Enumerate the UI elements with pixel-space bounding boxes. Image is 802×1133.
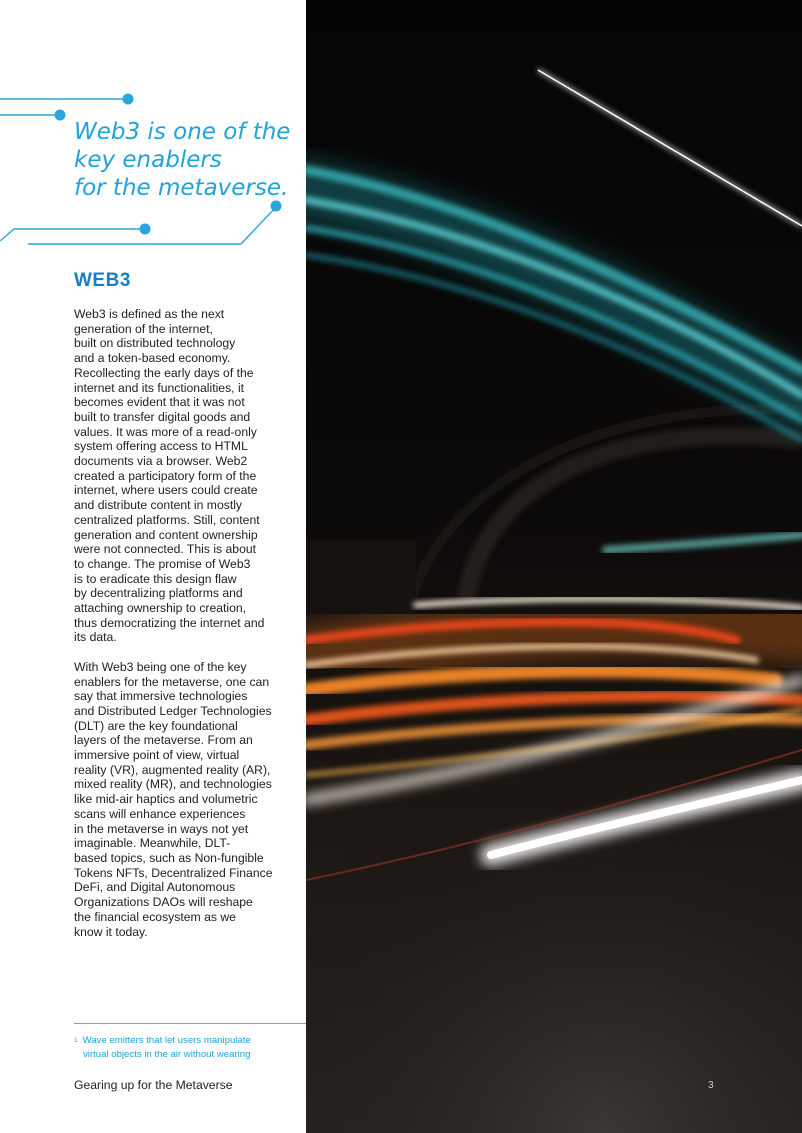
pull-quote-line: for the metaverse. — [74, 175, 289, 201]
text-line: generation and content ownership — [74, 527, 258, 542]
text-line: built to transfer digital goods and — [74, 409, 251, 424]
text-line: (DLT) are the key foundational — [74, 718, 238, 733]
circuit-line-angled — [28, 207, 276, 244]
pull-quote — [74, 118, 299, 202]
text-line: to change. The promise of Web3 — [74, 556, 251, 571]
text-line: With Web3 being one of the key — [74, 659, 247, 674]
text-line: values. It was more of a read-only — [74, 424, 257, 439]
text-line: say that immersive technologies — [74, 689, 248, 704]
text-line: created a participatory form of the — [74, 468, 257, 483]
text-line: attaching ownership to creation, — [74, 601, 247, 616]
paragraph-1 — [74, 307, 289, 645]
text-line: and Distributed Ledger Technologies — [74, 703, 272, 718]
text-line: mixed reality (MR), and technologies — [74, 777, 272, 792]
text-line: enablers for the metaverse, one can — [74, 674, 270, 689]
pull-quote-line: Web3 is one of the — [74, 119, 291, 145]
text-line: internet and its functionalities, it — [74, 380, 245, 395]
text-line: layers of the metaverse. From an — [74, 733, 253, 748]
text-line: centralized platforms. Still, content — [74, 512, 260, 527]
circuit-node-angled — [271, 201, 282, 212]
text-line: Tokens NFTs, Decentralized Finance — [74, 865, 273, 880]
text-line: becomes evident that it was not — [74, 395, 245, 410]
text-line: Recollecting the early days of the — [74, 365, 254, 380]
text-line: like mid-air haptics and volumetric — [74, 792, 258, 807]
text-line: in the metaverse in ways not yet — [74, 821, 249, 836]
text-column — [0, 0, 306, 1133]
section-heading: WEB3 — [74, 270, 131, 291]
text-line: and a token-based economy. — [74, 351, 231, 366]
text-line: immersive point of view, virtual — [74, 748, 240, 763]
text-line: and distribute content in mostly — [74, 498, 243, 513]
text-line: generation of the internet, — [74, 321, 213, 336]
circuit-line-bottom — [0, 229, 145, 241]
footer-title: Gearing up for the Metaverse — [74, 1078, 233, 1092]
text-line: system offering access to HTML — [74, 439, 248, 454]
circuit-node-bottom — [140, 224, 151, 235]
circuit-node-top — [123, 94, 134, 105]
footnote-text: Wave emitters that let users manipulate — [82, 1035, 251, 1046]
light-trails-photo — [306, 0, 802, 1133]
text-line: scans will enhance experiences — [74, 806, 246, 821]
text-line: internet, where users could create — [74, 483, 258, 498]
circuit-node-second — [55, 110, 66, 121]
text-line: built on distributed technology — [74, 336, 236, 351]
text-line: Organizations DAOs will reshape — [74, 895, 253, 910]
footnote-line — [74, 1034, 299, 1048]
text-line: were not connected. This is about — [74, 542, 257, 557]
text-line: Web3 is defined as the next — [74, 307, 225, 321]
text-line: reality (VR), augmented reality (AR), — [74, 762, 271, 777]
text-line: its data. — [74, 630, 117, 645]
footnote-line — [74, 1048, 299, 1062]
footnote-divider — [74, 1023, 306, 1024]
text-line: thus democratizing the internet and — [74, 615, 265, 630]
footnote-text: virtual objects in the air without wearing — [83, 1049, 251, 1060]
page-number: 3 — [708, 1080, 714, 1091]
footnote-marker: 1 — [74, 1037, 78, 1044]
text-line: know it today. — [74, 924, 148, 939]
section-body — [74, 307, 289, 954]
pull-quote-line: key enablers — [74, 147, 222, 173]
text-line: documents via a browser. Web2 — [74, 454, 248, 469]
text-line: by decentralizing platforms and — [74, 586, 243, 601]
footnote — [74, 1034, 299, 1062]
text-line: DeFi, and Digital Autonomous — [74, 880, 236, 895]
text-line: based topics, such as Non-fungible — [74, 851, 264, 865]
text-line: imaginable. Meanwhile, DLT- — [74, 836, 231, 851]
text-line: is to eradicate this design flaw — [74, 571, 237, 586]
paragraph-2 — [74, 660, 289, 939]
text-line: the financial ecosystem as we — [74, 909, 236, 924]
